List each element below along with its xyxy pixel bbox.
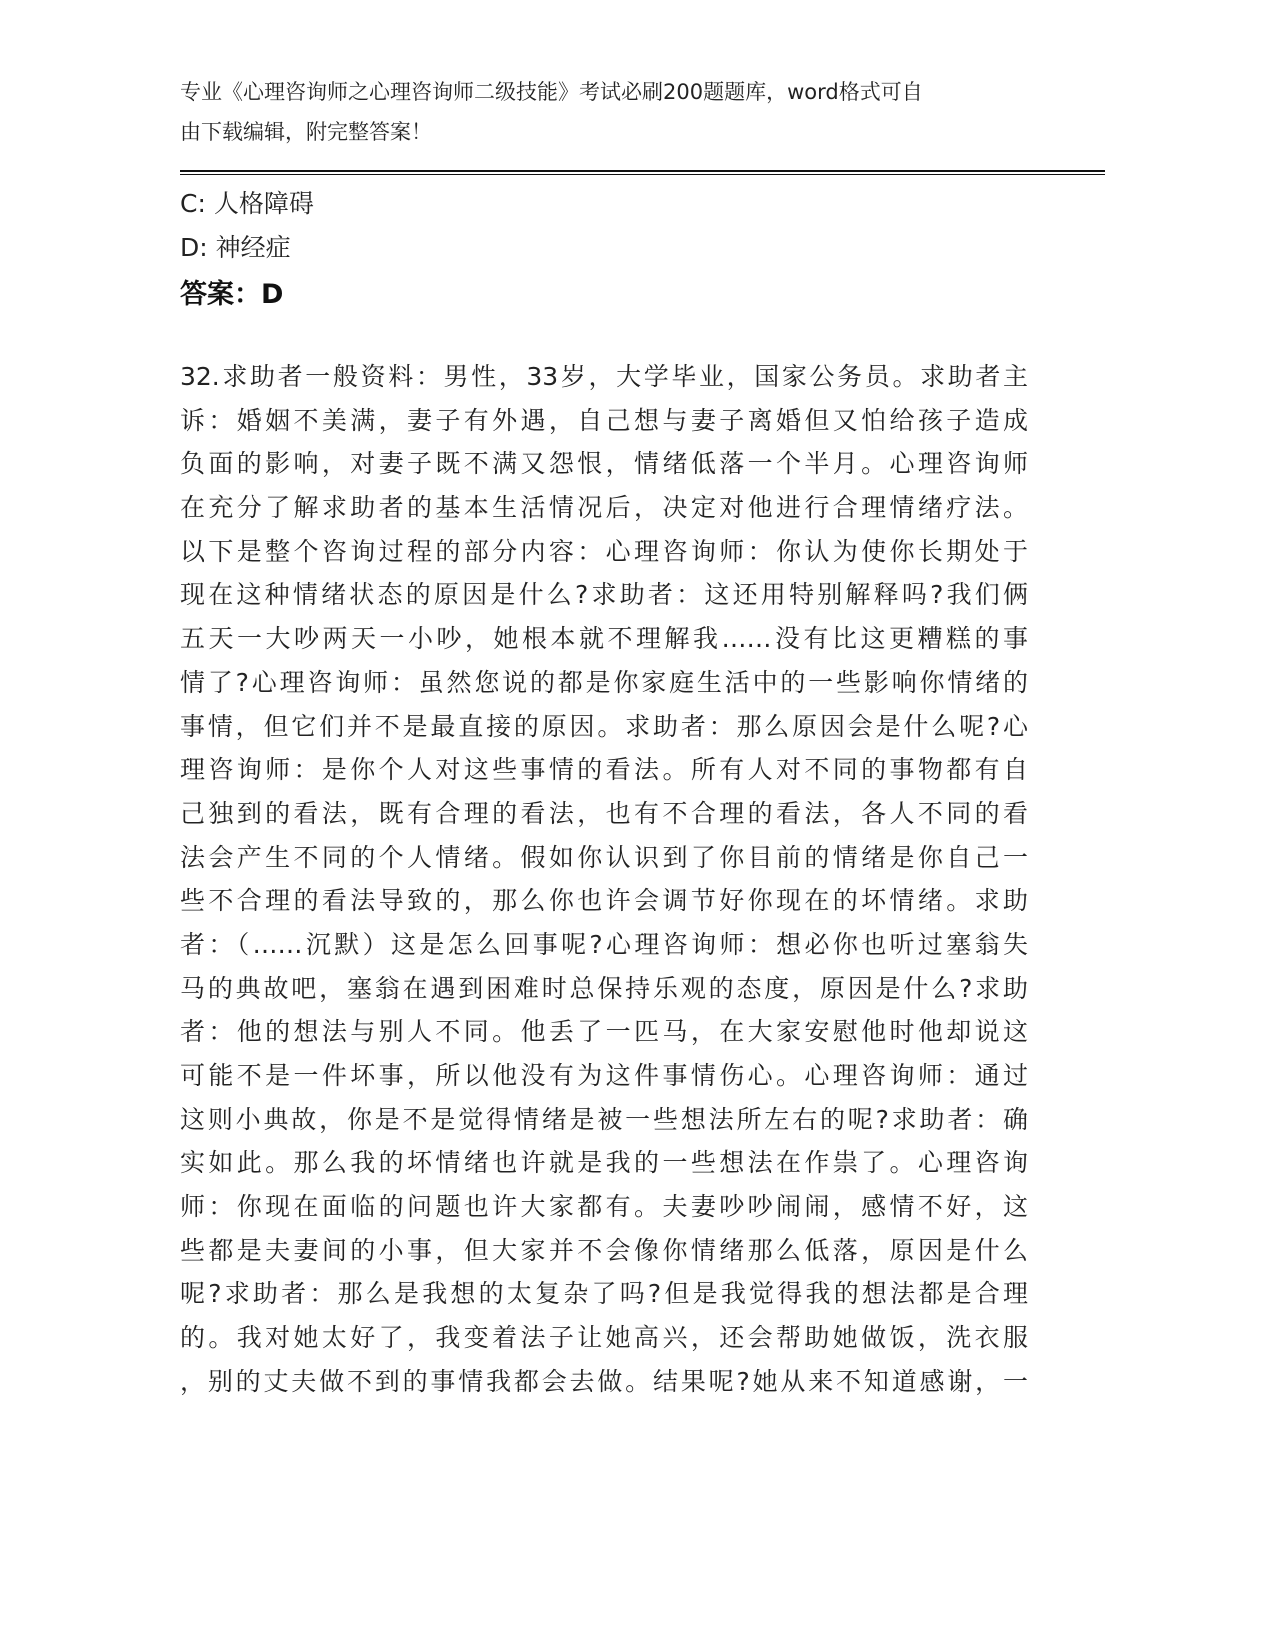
question-line: 法会产生不同的个人情绪。假如你认识到了你目前的情绪是你自己一: [180, 842, 1028, 872]
question-line: 者：他的想法与别人不同。他丢了一匹马，在大家安慰他时他却说这: [180, 1017, 1028, 1047]
question-line: 可能不是一件坏事，所以他没有为这件事情伤心。心理咨询师：通过: [180, 1061, 1028, 1090]
question-line: 诉：婚姻不美满，妻子有外遇，自己想与妻子离婚但又怕给孩子造成: [180, 405, 1028, 435]
option-c: C: 人格障碍: [180, 189, 314, 218]
question-line: 情了?心理咨询师：虽然您说的都是你家庭生活中的一些影响你情绪的: [180, 667, 1028, 697]
question-line: 现在这种情绪状态的原因是什么?求助者：这还用特别解释吗?我们俩: [180, 580, 1028, 610]
header-line: 由下载编辑，附完整答案！: [180, 120, 432, 144]
question-line: 事情，但它们并不是最直接的原因。求助者：那么原因会是什么呢?心: [180, 711, 1028, 741]
question-line: 呢?求助者：那么是我想的太复杂了吗?但是我觉得我的想法都是合理: [180, 1279, 1028, 1309]
option-d: D: 神经症: [180, 233, 291, 262]
question-line: 32.求助者一般资料：男性，33岁，大学毕业，国家公务员。求助者主: [180, 362, 1028, 391]
question-line: 负面的影响，对妻子既不满又怨恨，情绪低落一个半月。心理咨询师: [180, 449, 1028, 479]
answer: 答案：D: [180, 279, 284, 310]
question-line: 己独到的看法，既有合理的看法，也有不合理的看法，各人不同的看: [180, 798, 1028, 828]
question-line: 师：你现在面临的问题也许大家都有。夫妻吵吵闹闹，感情不好，这: [180, 1192, 1028, 1222]
header-line: 专业《心理咨询师之心理咨询师二级技能》考试必刷200题题库，word格式可自: [180, 80, 923, 104]
question-line: 以下是整个咨询过程的部分内容：心理咨询师：你认为使你长期处于: [180, 536, 1028, 566]
question-line: 实如此。那么我的坏情绪也许就是我的一些想法在作祟了。心理咨询: [180, 1148, 1028, 1178]
question-line: 理咨询师：是你个人对这些事情的看法。所有人对不同的事物都有自: [180, 755, 1028, 785]
question-line: 五天一大吵两天一小吵，她根本就不理解我……没有比这更糟糕的事: [180, 624, 1028, 654]
question-line: 些都是夫妻间的小事，但大家并不会像你情绪那么低落，原因是什么: [180, 1235, 1028, 1265]
question-line: ，别的丈夫做不到的事情我都会去做。结果呢?她从来不知道感谢，一: [180, 1366, 1028, 1396]
question-line: 者：（……沉默）这是怎么回事呢?心理咨询师：想必你也听过塞翁失: [180, 929, 1028, 959]
question-line: 的。我对她太好了，我变着法子让她高兴，还会帮助她做饭，洗衣服: [180, 1323, 1028, 1353]
question-line: 在充分了解求助者的基本生活情况后，决定对他进行合理情绪疗法。: [180, 493, 1028, 523]
question-line: 马的典故吧，塞翁在遇到困难时总保持乐观的态度，原因是什么?求助: [180, 973, 1028, 1003]
question-line: 些不合理的看法导致的，那么你也许会调节好你现在的坏情绪。求助: [180, 886, 1028, 916]
question-line: 这则小典故，你是不是觉得情绪是被一些想法所左右的呢?求助者：确: [180, 1104, 1028, 1134]
header-divider: [180, 170, 1105, 175]
page-header: [180, 72, 1020, 152]
question-32-text: [180, 355, 1028, 1404]
